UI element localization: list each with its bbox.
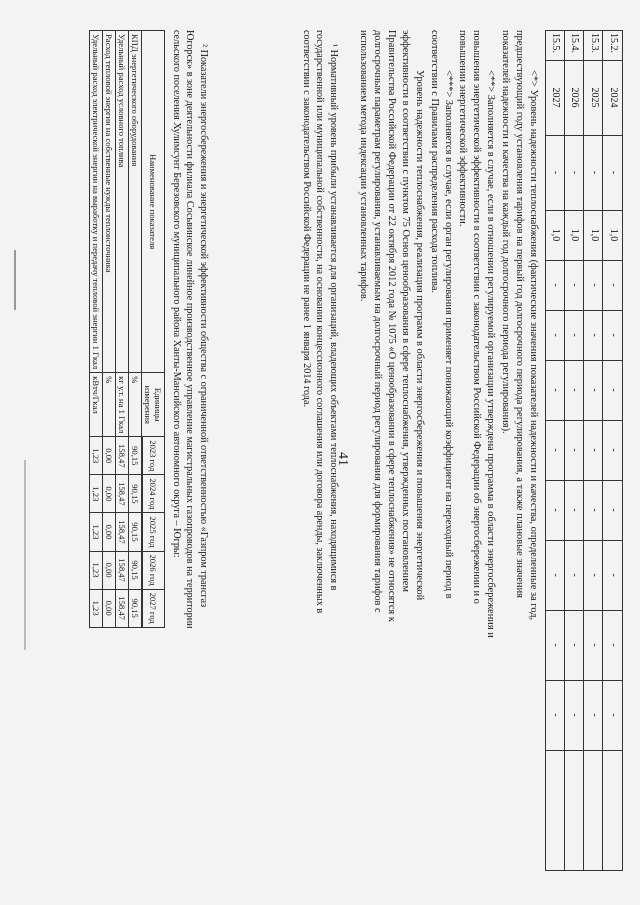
text-line: Уровень надежности теплоснабжения, реализация программ в области энергосбережения и повышения энергетической [414, 70, 426, 601]
text-line: Югорск» в зоне деятельности филиала Сосьвинское линейное производственное управление магистральных газопроводов на территории [184, 30, 196, 629]
indicator-value: 158,47 [116, 589, 129, 627]
row-number: 15.4. [569, 33, 581, 53]
table-cell: - [608, 170, 619, 175]
table-cell: - [588, 643, 600, 647]
indicator-value: 90,15 [129, 513, 142, 551]
table-cell: - [550, 283, 562, 287]
table-cell: - [588, 333, 600, 337]
indicator-unit: кВтч/Гкал [90, 373, 103, 437]
table-cell: - [550, 388, 562, 392]
table-cell: - [588, 448, 600, 452]
indicator-value: 90,15 [129, 437, 142, 475]
table-cell: - [588, 388, 600, 392]
table-cell: - [608, 448, 619, 452]
indicator-value: 0,00 [103, 551, 116, 589]
indicator-value: 1,23 [90, 475, 103, 513]
table-cell: - [569, 283, 581, 287]
indicator-value: 0,00 [103, 513, 116, 551]
indicator-unit: кг у.т. на 1 Гкал [116, 373, 129, 437]
table-cell: - [550, 643, 562, 647]
table-cell: - [550, 573, 562, 577]
table-cell: - [588, 170, 600, 175]
indicator-unit: % [129, 373, 142, 437]
table-cell: - [569, 573, 581, 577]
text-line: <***> Заполняется в случае, если орган регулирования применяет понижающий коэффициент на переходный период в [442, 70, 454, 599]
indicator-value: 158,47 [116, 437, 129, 475]
table-cell: 1,0 [569, 228, 581, 242]
header-year: 2027 год [143, 589, 165, 627]
table-cell: - [550, 508, 562, 512]
indicator-value: 1,23 [90, 513, 103, 551]
indicator-value: 1,23 [90, 551, 103, 589]
indicator-row [90, 31, 103, 628]
page-number: 41 [335, 452, 350, 466]
table-cell: - [608, 508, 619, 512]
header-name: Наименование показателя [142, 31, 165, 373]
text-line: долгосрочным параметрам регулирования, устанавливаемым на долгосрочный период регулирования для формирования тарифов с [371, 30, 383, 613]
table-cell: - [588, 573, 600, 577]
text-line: повышения энергетической эффективности в соответствии с законодательством Российской Федерации об энергосбережении и о [471, 30, 483, 604]
indicator-unit: % [103, 373, 116, 437]
table-cell: - [588, 283, 600, 287]
header-year: 2024 год [143, 475, 165, 513]
indicator-row [103, 31, 116, 628]
indicator-value: 90,15 [129, 551, 142, 589]
table-cell: - [608, 333, 619, 337]
indicator-value: 0,00 [103, 437, 116, 475]
row-year: 2027 [550, 87, 562, 108]
row-year: 2026 [569, 87, 581, 108]
row-year: 2025 [588, 87, 600, 108]
table-cell: 1,0 [608, 228, 619, 242]
table-cell: - [550, 333, 562, 337]
indicators-header-row [143, 31, 165, 628]
table-cell: - [608, 573, 619, 577]
indicator-value: 158,47 [116, 475, 129, 513]
header-year: 2025 год [143, 513, 165, 551]
indicator-value: 90,15 [129, 475, 142, 513]
text-line: соответствии с законодательством Российской Федерации не ранее 1 января 2014 года. [300, 30, 312, 408]
text-line: Правительства Российской Федерации от 22 октября 2012 года № 1075 «О ценообразовании в сфере теплоснабжения» не относятся к [386, 30, 397, 622]
table-cell: - [550, 713, 562, 717]
text-line: государственной или муниципальной собственности, на основании концессионного соглашения или договора аренды, заключенных в [314, 30, 326, 614]
row-number: 15.2. [608, 33, 619, 53]
text-line: <**> Заполняется в случае, если в отношении регулируемой организации утверждена программа в области энергосбережения и [485, 70, 497, 638]
table-cell: 1,0 [550, 228, 562, 242]
table-cell: - [569, 170, 581, 175]
indicator-row [129, 31, 142, 628]
header-year: 2026 год [143, 551, 165, 589]
table-cell: - [569, 388, 581, 392]
indicator-name: КПД энергетического оборудования [129, 31, 142, 373]
table-cell: - [550, 170, 562, 175]
indicator-name: Удельный расход условного топлива [116, 31, 129, 373]
table-cell: - [550, 448, 562, 452]
indicator-value: 1,23 [90, 437, 103, 475]
text-line: ¹ Нормативный уровень прибыли устанавливается для организаций, владеющих объектами теплоснабжения, находящимися в [328, 44, 339, 591]
indicator-value: 90,15 [129, 589, 142, 627]
text-line: повышении энергетической эффективности. [457, 30, 468, 227]
indicator-value: 158,47 [116, 513, 129, 551]
text-line: <*> Уровень надежности теплоснабжения (фактические значения показателей надежности и качества, определенные за год, [528, 70, 539, 621]
indicator-name: Расход тепловой энергии на собственные нужды теплоисточника [103, 31, 116, 373]
text-line: ² Показатели энергосбережения и энергетической эффективности общества с ограниченной ответственностью «Газпром трансгаз [198, 44, 209, 608]
row-number: 15.3. [588, 33, 600, 53]
table-cell: - [588, 713, 600, 717]
indicator-value: 0,00 [103, 589, 116, 627]
indicator-value: 1,23 [90, 589, 103, 627]
text-line: соответствии с Правилами распределения расхода топлива. [428, 30, 440, 294]
indicator-row [116, 31, 129, 628]
text-line: эффективности в соответствии с пунктом 75 Основ ценообразования в сфере теплоснабжения, утвержденных постановлением [400, 30, 412, 592]
table-cell: 1,0 [588, 228, 600, 242]
table-cell: - [608, 713, 619, 717]
indicator-value: 0,00 [103, 475, 116, 513]
table-cell: - [608, 643, 619, 647]
header-unit: Единицы измерения [142, 373, 165, 437]
row-number: 15.5. [550, 33, 562, 53]
indicators-table [89, 30, 165, 628]
table-cell: - [588, 508, 600, 512]
table-cell: - [569, 448, 581, 452]
text-line: показателей надежности и качества на каждый год долгосрочного периода регулирования). [499, 30, 511, 434]
table-cell: - [569, 333, 581, 337]
table-cell: - [569, 508, 581, 512]
table-cell: - [569, 713, 581, 717]
indicator-name: Удельный расход электрической энергии на выработку и передачу тепловой энергии 1 Гкал [90, 31, 103, 373]
header-year: 2023 год [143, 437, 165, 475]
text-line: предшествующий году установления тарифов на первый год долгосрочного периода регулирования, а также плановые значения [513, 30, 525, 598]
text-line: использованием метода индексации установленных тарифов. [357, 30, 369, 302]
table-cell: - [608, 283, 619, 287]
row-year: 2024 [608, 87, 619, 108]
table-cell: - [569, 643, 581, 647]
table-cell: - [608, 388, 619, 392]
indicator-value: 158,47 [116, 551, 129, 589]
text-line: сельского поселения Хулимсунт Березовского муниципального района Ханты-Мансийского автономного округа – Югры: [170, 30, 182, 558]
